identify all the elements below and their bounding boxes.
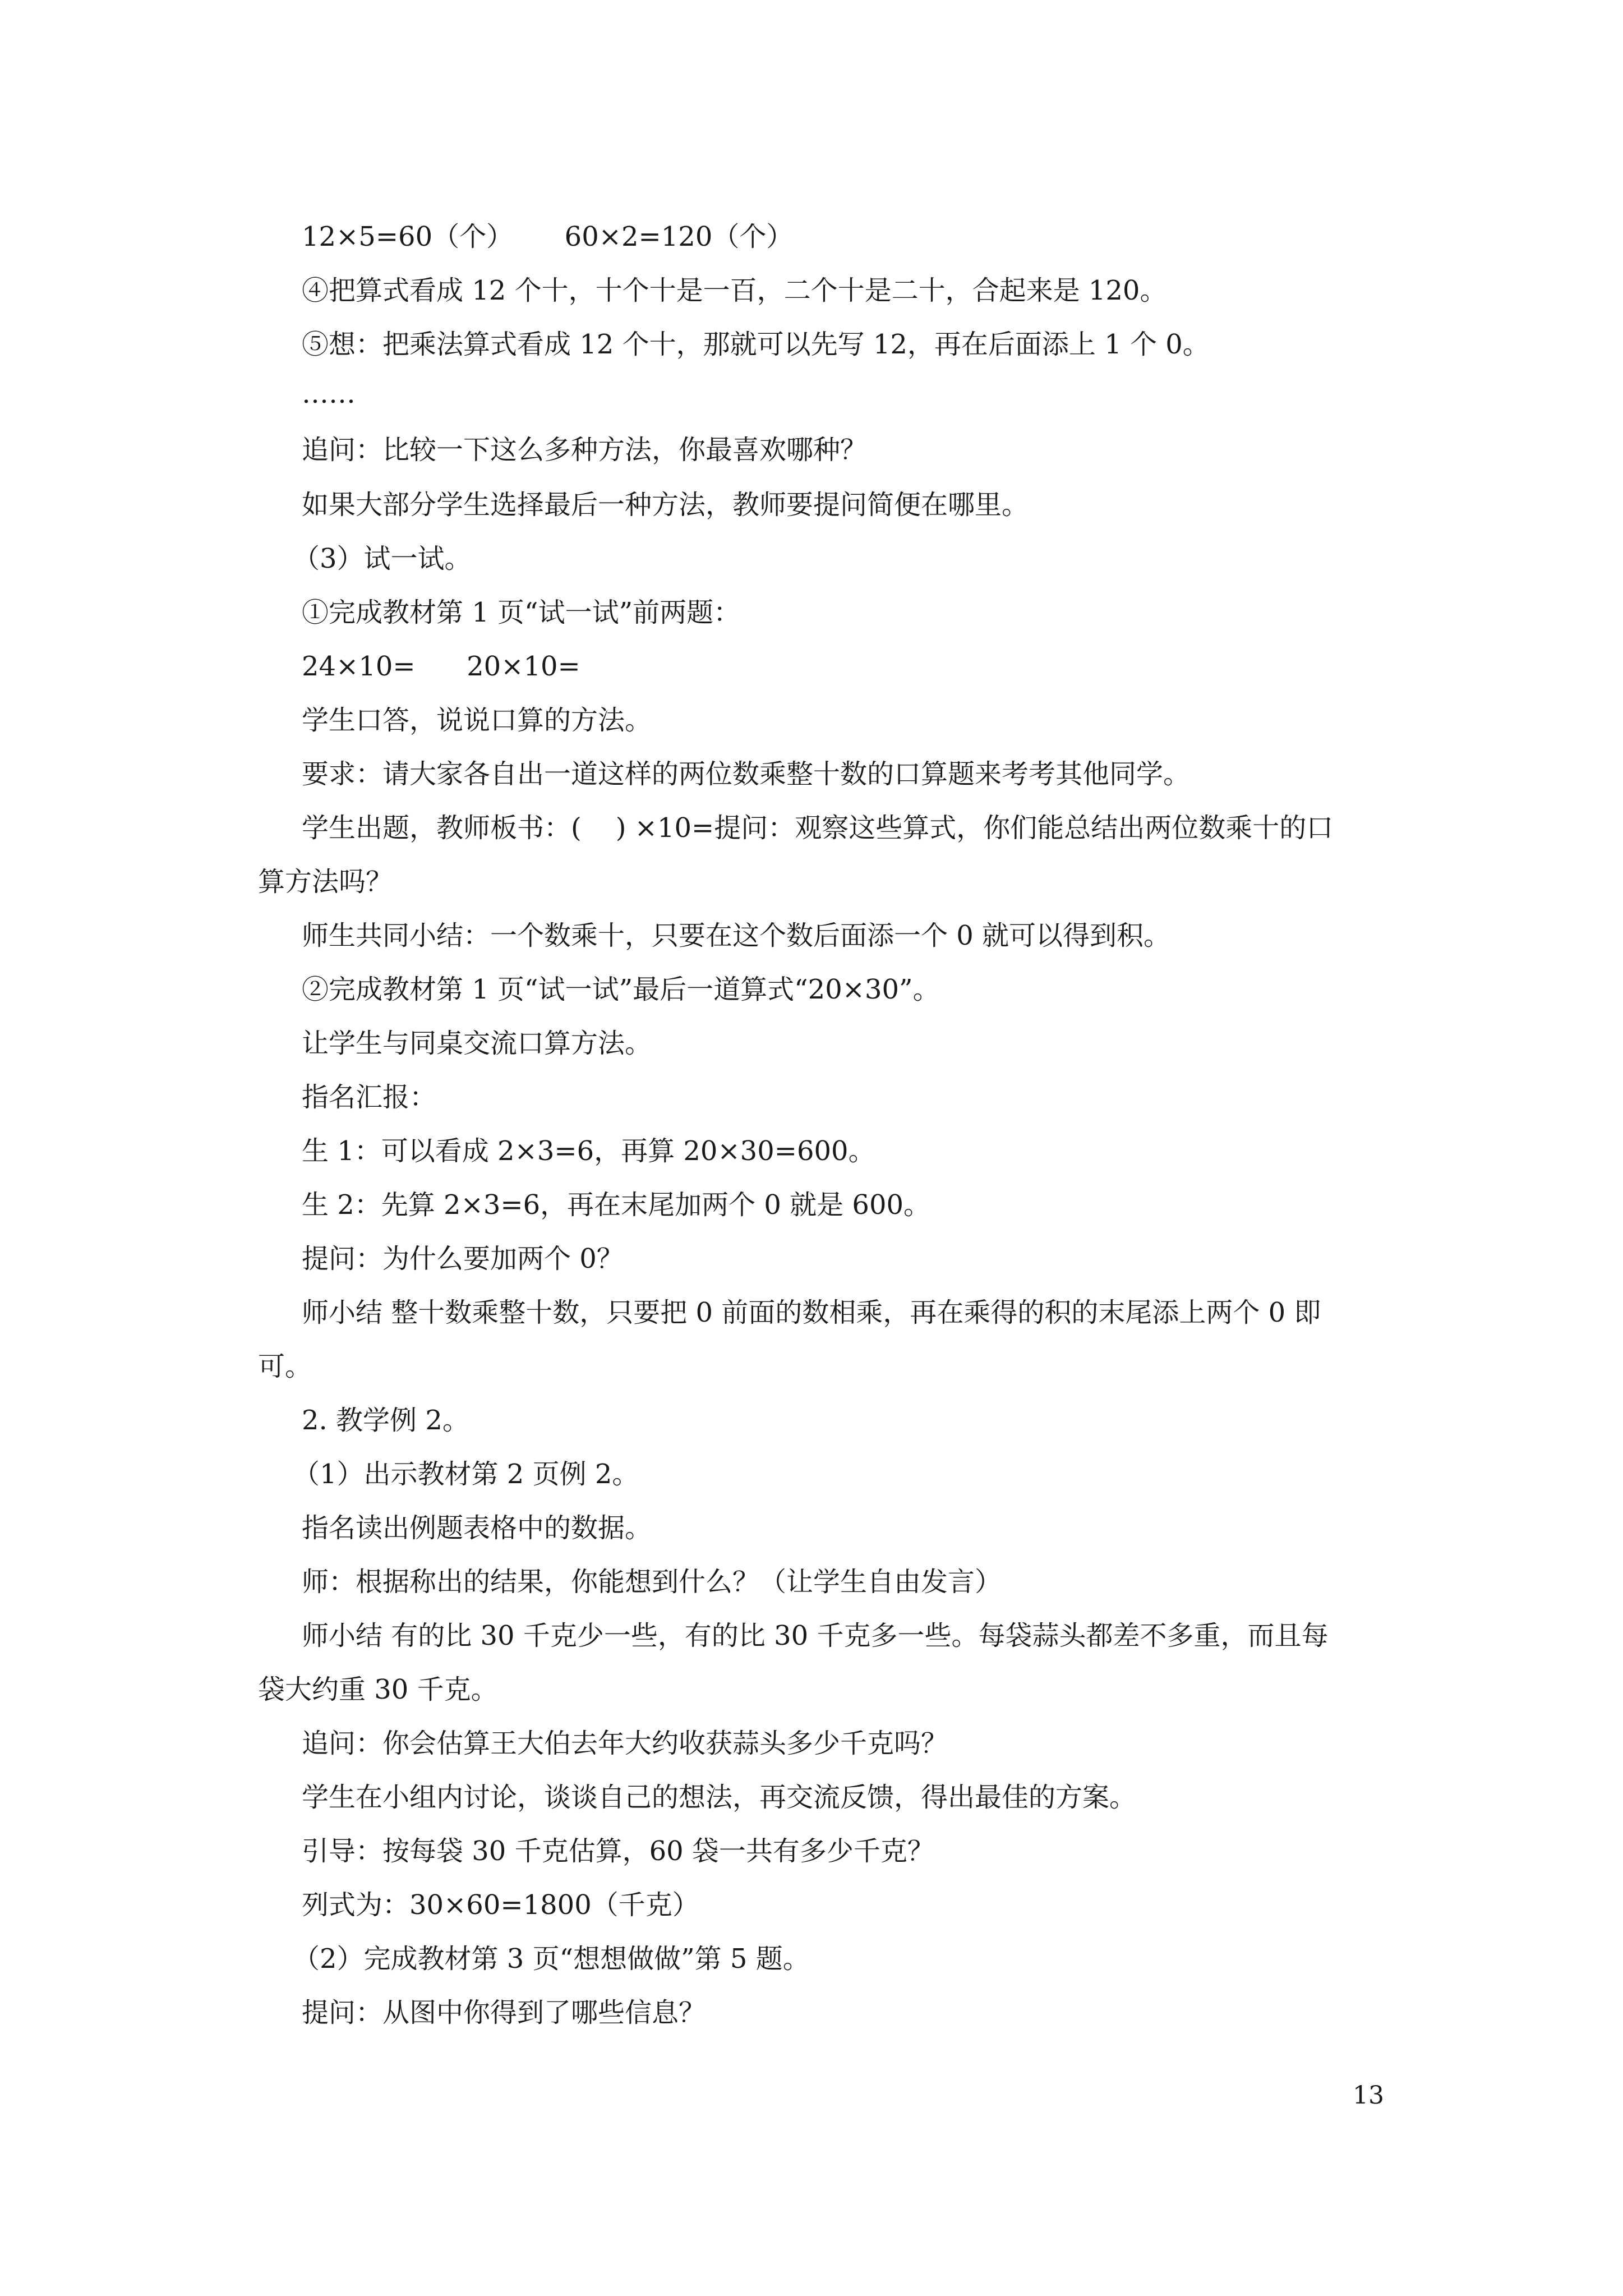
text-line: 追问：比较一下这么多种方法，你最喜欢哪种？ [302, 434, 868, 466]
text-line: 提问：从图中你得到了哪些信息？ [302, 1997, 706, 2028]
text-line: 学生口答，说说口算的方法。 [302, 705, 652, 736]
text-line: 指名读出例题表格中的数据。 [302, 1512, 652, 1544]
text-line: （1）出示教材第 2 页例 2。 [293, 1458, 639, 1490]
text-line: （2）完成教材第 3 页“想想做做”第 5 题。 [293, 1943, 810, 1975]
text-line: 师小结 有的比 30 千克少一些，有的比 30 千克多一些。每袋蒜头都差不多重，而且每 [302, 1620, 1329, 1651]
text-line: 引导：按每袋 30 千克估算，60 袋一共有多少千克？ [302, 1835, 934, 1867]
text-line: 追问：你会估算王大伯去年大约收获蒜头多少千克吗？ [302, 1728, 948, 1759]
text-line: 让学生与同桌交流口算方法。 [302, 1028, 652, 1059]
text-line: 要求：请大家各自出一道这样的两位数乘整十数的口算题来考考其他同学。 [302, 758, 1191, 790]
text-line: 24×10= 20×10= [302, 651, 580, 682]
text-line: 算方法吗？ [258, 866, 393, 898]
text-line: 指名汇报： [302, 1082, 437, 1113]
text-line: ①完成教材第 1 页“试一试”前两题： [302, 597, 741, 628]
text-line: 师小结 整十数乘整十数，只要把 0 前面的数相乘，再在乘得的积的末尾添上两个 0 即 [302, 1297, 1321, 1328]
text-line: 师生共同小结：一个数乘十，只要在这个数后面添一个 0 就可以得到积。 [302, 920, 1171, 951]
text-line: 师：根据称出的结果，你能想到什么？（让学生自由发言） [302, 1566, 1002, 1598]
text-line: 袋大约重 30 千克。 [258, 1674, 498, 1705]
text-line: …… [302, 378, 356, 409]
text-line: ④把算式看成 12 个十，十个十是一百，二个十是二十，合起来是 120。 [302, 275, 1167, 306]
page-number: 13 [1353, 2081, 1384, 2110]
text-line: 可。 [258, 1351, 312, 1382]
text-line: 学生在小组内讨论，谈谈自己的想法，再交流反馈，得出最佳的方案。 [302, 1782, 1137, 1813]
text-line: 列式为：30×60=1800（千克） [302, 1889, 699, 1921]
text-line: 12×5=60（个） 60×2=120（个） [302, 221, 794, 252]
text-line: ②完成教材第 1 页“试一试”最后一道算式“20×30”。 [302, 974, 940, 1005]
text-line: （3）试一试。 [293, 543, 472, 574]
text-line: 生 2：先算 2×3=6，再在末尾加两个 0 就是 600。 [302, 1189, 931, 1221]
text-line: ⑤想：把乘法算式看成 12 个十，那就可以先写 12，再在后面添上 1 个 0。 [302, 329, 1210, 360]
text-line: 如果大部分学生选择最后一种方法，教师要提问简便在哪里。 [302, 489, 1029, 521]
text-line: 提问：为什么要加两个 0？ [302, 1243, 624, 1274]
text-line: 生 1：可以看成 2×3=6，再算 20×30=600。 [302, 1135, 875, 1167]
text-line: 2. 教学例 2。 [302, 1405, 469, 1436]
text-line: 学生出题，教师板书：( ) ×10=提问：观察这些算式，你们能总结出两位数乘十的口 [302, 812, 1334, 844]
